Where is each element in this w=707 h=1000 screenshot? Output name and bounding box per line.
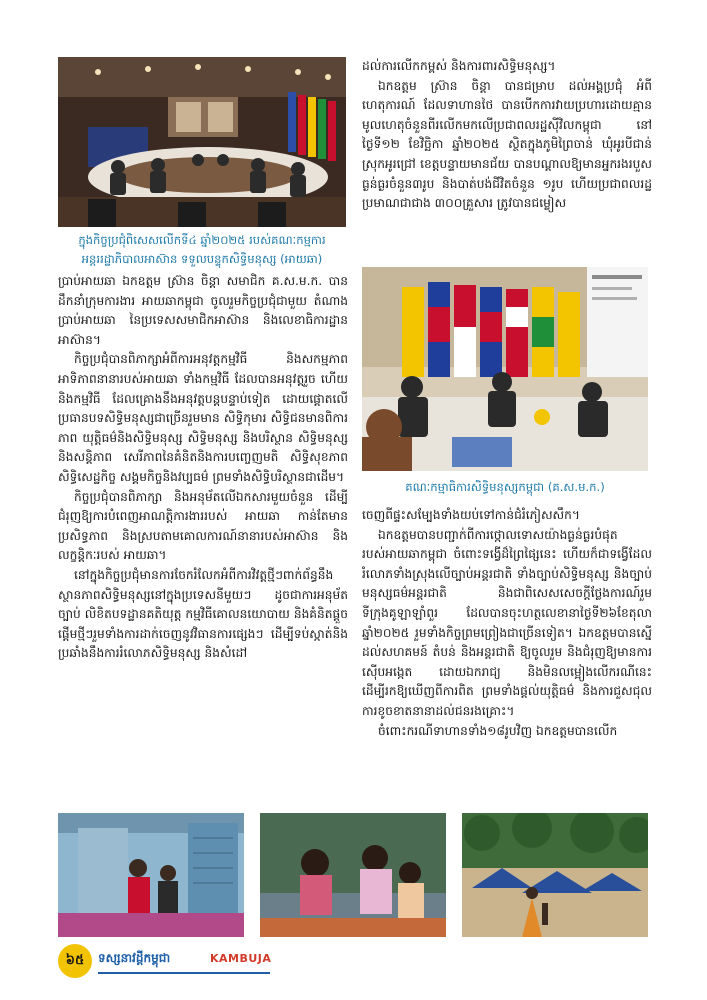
children-photo xyxy=(260,813,446,937)
magazine-title: ទស្សនាវដ្តីកម្ពុជា xyxy=(98,951,171,965)
paragraph: ដល់ការលើកកម្ពស់ និងការពារសិទ្ធិមនុស្ស។ xyxy=(362,59,556,73)
left-text-column xyxy=(58,272,348,808)
photo-caption-mid xyxy=(362,478,648,497)
paragraph: ឯកឧត្តម ស្រ៊ាន ចិន្តា បានជម្រាប ដល់អង្គប្រជុំ អំពីហេតុការណ៍ ដែលទាហានថៃ បានបើកការវាយប្រហារដោយគ្មានមូលហេតុចំនួនពីរលើកមកលើប្រជាពលរដ្ឋស៊ីវិលកម្ពុជា នៅថ្ងៃទី១២ ខែវិច្ឆិកា ឆ្នាំ២០២៥ ស្ថិតក្នុងភូមិព្រៃចាន់ ឃុំអូរបីជាន់ ស្រុកអូរជ្រៅ ខេត្តបន្ទាយមានជ័យ បានបណ្តាលឱ្យមានអ្នករងរបួសធ្ងន់ធ្ងរចំនួន៣រូប និងបាត់បង់ជីវិតចំនួន ១រូប ហើយប្រជាពលរដ្ឋប្រមាណជាជាង ៣០០គ្រួសារ ត្រូវបានជម្លៀស xyxy=(362,78,652,211)
photo-caption-top xyxy=(52,231,352,269)
page-number: ៦៥ xyxy=(58,944,92,978)
paragraph: ប្រាប់អាយឆា ឯកឧត្តម ស្រ៊ាន ចិន្តា សមាជិក គ.ស.ម.ក. បានដឹកនាំក្រុមការងារ អាយឆាកម្ពុជា ចូលរួមកិច្ចប្រជុំជាមួយ តំណាងប្រាប់អាយឆា នៃប្រទេសសមាជិកអាស៊ាន និងលេខាធិការដ្ឋានអាស៊ាន។ xyxy=(58,274,348,347)
right-text-column-top xyxy=(362,57,652,257)
delegation-photo xyxy=(362,267,648,471)
paragraph: នៅក្នុងកិច្ចប្រជុំមានការចែករំលែកអំពីការវិវត្តថ្មីៗពាក់ព័ន្ធនឹងស្ថានភាពសិទ្ធិមនុស្សនៅក្នុងប្រទេសនីមួយៗ ដូចជាការអនុម័តច្បាប់ លិខិតបទដ្ឋានគតិយុត្ត កម្មវិធីគោលនយោបាយ និងគំនិតផ្តួចផ្តើមថ្មីៗរួមទាំងការដាក់ចេញនូវវិធានការផ្សេងៗ ដើម្បីទប់ស្កាត់និងប្រឆាំងនឹងការរំលោភសិទ្ធិមនុស្ស និងសំដៅ xyxy=(58,567,348,661)
footer-divider xyxy=(98,972,270,974)
magazine-brand: KAMBUJA xyxy=(210,952,272,965)
meeting-room-photo xyxy=(58,57,346,227)
family-photo xyxy=(58,813,244,937)
displacement-camp-photo xyxy=(462,813,648,937)
caption-line-2: អន្តររដ្ឋាភិបាលអាស៊ាន ទទួលបន្ទុកសិទ្ធិមនុស្ស (អាយឆា) xyxy=(81,252,323,266)
right-text-column-bottom xyxy=(362,506,652,808)
caption-line-1: ក្នុងកិច្ចប្រជុំពិសេសលើកទី៤ ឆ្នាំ២០២៥ របស់គណៈកម្មការ xyxy=(78,233,326,247)
paragraph: ឯកឧត្តមបានបញ្ជាក់ពីការថ្កោលទោសយ៉ាងធ្ងន់ធ្ងរបំផុតរបស់អាយឆាកម្ពុជា ចំពោះទង្វើដ៏ព្រៃផ្សៃនេះ ហើយក៏ជាទង្វើដែលរំលោភទាំងស្រុងលើច្បាប់អន្តរជាតិ ទាំងច្បាប់សិទ្ធិមនុស្ស និងច្បាប់មនុស្សធម៌អន្តរជាតិ និងជាពិសេសសេចក្តីថ្លែងការណ៍រួមទីក្រុងគូឡាឡាំពួរ ដែលបានចុះហត្ថលេខានាថ្ងៃទី២៦ខែតុលា ឆ្នាំ២០២៥ រួមទាំងកិច្ចព្រមព្រៀងជាច្រើនទៀត។ ឯកឧត្តមបានស្នើដល់សហគមន៍ តំបន់ និងអន្តរជាតិ ឱ្យចូលរួម និងជំរុញឱ្យមានការស៊ើបអង្កេត ដោយឯករាជ្យ និងមិនលម្អៀងលើករណីនេះ ដើម្បីរកឱ្យឃើញពីការពិត ព្រមទាំងផ្តល់យុត្តិធម៌ និងការជួសជុល ការខូចខាតនានាដល់ជនរងគ្រោះ។ xyxy=(362,527,652,718)
paragraph: ចំពោះករណីទាហានទាំង១៨រូបវិញ ឯកឧត្តមបានលើក xyxy=(378,723,618,738)
caption-mid-text: គណៈកម្មាធិការសិទ្ធិមនុស្សកម្ពុជា (គ.ស.ម.ក.) xyxy=(405,480,605,494)
paragraph: កិច្ចប្រជុំបានពិភាក្សាអំពីការអនុវត្តកម្មវិធី និងសកម្មភាពអាទិភាពនានារបស់អាយឆា ទាំងកម្មវិធី ដែលបានអនុវត្តរួច ហើយ និងកម្មវិធី ដែលគ្រោងនឹងអនុវត្តបន្តបន្ទាប់ទៀត ដោយផ្តោតលើប្រធានបទសិទ្ធិមនុស្សជាច្រើនរួមមាន សិទ្ធិកុមារ សិទ្ធិជនមានពិការភាព យុត្តិធម៌និងសិទ្ធិមនុស្ស សិទ្ធិមនុស្ស និងបរិស្ថាន សិទ្ធិមនុស្សនិងសន្តិភាព សេរីភាពនៃគំនិតនិងការបញ្ចេញមតិ សិទ្ធិសុខភាព សិទ្ធិសេដ្ឋកិច្ច សង្គមកិច្ចនិងវប្បធម៌ ព្រមទាំងសិទ្ធិបរិស្ថានជាដើម។ xyxy=(58,352,348,484)
paragraph: កិច្ចប្រជុំបានពិភាក្សា និងអនុម័តលើឯកសារមួយចំនួន ដើម្បីជំរុញឱ្យការបំពេញអាណត្តិការងាររបស់ អាយឆា កាន់តែមានប្រសិទ្ធភាព និងស្របតាមគោលការណ៍នានារបស់អាស៊ាន និងលក្ខន្តិកៈរបស់ អាយឆា។ xyxy=(58,489,348,563)
paragraph: ចេញពីផ្ទះសម្បែងទាំងយប់ទៅកាន់ជំរំភៀសសឹក។ xyxy=(362,508,580,522)
